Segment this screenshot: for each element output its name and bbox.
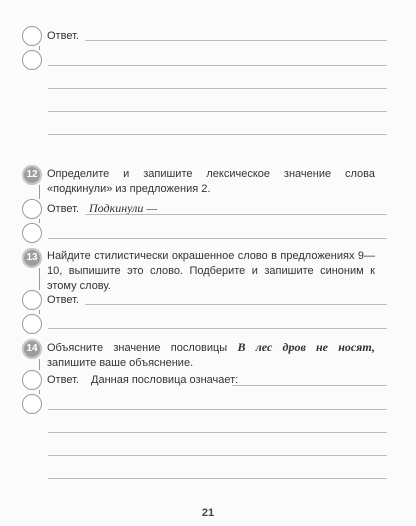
question-14-text <box>47 340 375 371</box>
answer-line <box>85 304 387 305</box>
answer-line <box>232 385 387 386</box>
page-number: 21 <box>201 507 215 519</box>
answer-label: Ответ. <box>47 294 79 306</box>
answer-circle[interactable] <box>22 370 42 390</box>
answer-circle[interactable] <box>22 26 42 46</box>
proverb: В лес дров не носят, <box>237 340 376 354</box>
answer-line <box>48 328 387 329</box>
answer-circle[interactable] <box>22 199 42 219</box>
question-13-text: Найдите стилистически окрашенное слово в предложениях 9—10, выпишите это слово. Подберите и запишите синоним к этому слову. <box>47 250 375 292</box>
answer-line <box>48 134 387 135</box>
handwritten-answer: Подкинули — <box>89 201 158 215</box>
divider-line <box>39 268 40 290</box>
answer-line <box>85 214 387 215</box>
answer-label: Ответ. <box>47 203 79 215</box>
answer-line <box>85 40 387 41</box>
answer-line <box>48 455 387 456</box>
answer-circle[interactable] <box>22 290 42 310</box>
question-number-13: 13 <box>22 248 42 268</box>
answer-line <box>48 111 387 112</box>
score-circle[interactable] <box>22 50 42 70</box>
answer-start-text: Данная пословица означает: <box>91 374 239 386</box>
answer-line <box>48 409 387 410</box>
answer-line <box>48 238 387 239</box>
answer-line <box>48 478 387 479</box>
question-14-text-after: запишите ваше объяснение. <box>47 357 194 369</box>
question-12-text: Определите и запишите лексическое значение слова «подкинули» из предложения 2. <box>47 168 375 195</box>
divider-line <box>39 219 40 223</box>
divider-line <box>39 185 40 199</box>
score-circle[interactable] <box>22 394 42 414</box>
question-number-12: 12 <box>22 165 42 185</box>
divider-line <box>39 359 40 370</box>
answer-label: Ответ. <box>47 374 79 386</box>
question-14-text-before: Объясните значение пословицы <box>47 342 238 354</box>
question-number-14: 14 <box>22 339 42 359</box>
score-circle[interactable] <box>22 223 42 243</box>
answer-line <box>48 432 387 433</box>
divider-line <box>39 310 40 314</box>
answer-line <box>48 65 387 66</box>
score-circle[interactable] <box>22 314 42 334</box>
answer-line <box>48 88 387 89</box>
answer-label: Ответ. <box>47 30 79 42</box>
divider-line <box>39 46 40 50</box>
divider-line <box>39 390 40 394</box>
